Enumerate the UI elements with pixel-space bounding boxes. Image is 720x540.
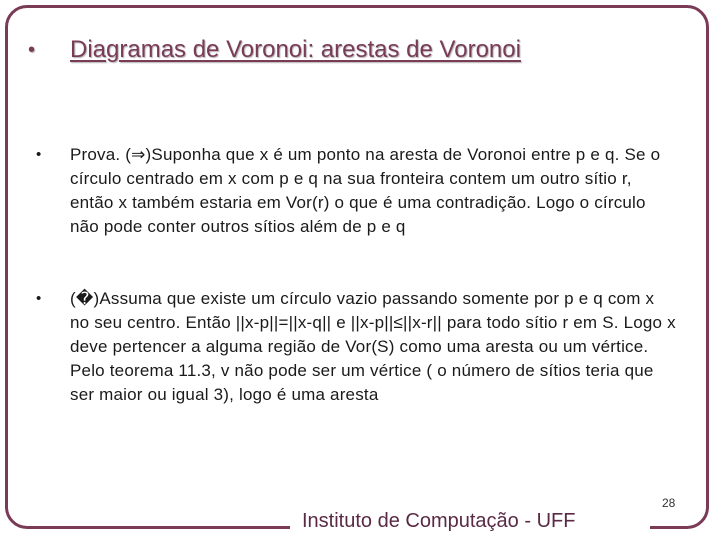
bullet-proof-forward <box>36 143 676 239</box>
slide-title <box>28 36 548 64</box>
page-number: 28 <box>662 496 676 510</box>
title-text: Diagramas de Voronoi: arestas de Voronoi <box>70 36 521 63</box>
bullet-text: Prova. (⇒)Suponha que x é um ponto na aresta de Voronoi entre p e q. Se o círculo centrado em x com p e q na sua fronteira contem um outro sítio r, então x também estaria em Vor(r) o que é uma contradição. Logo o círculo não pode conter outros sítios além de p e q <box>70 145 661 236</box>
footer-institution: Instituto de Computação - UFF <box>302 510 576 532</box>
bullet-proof-backward <box>36 287 676 407</box>
title-bullet: • <box>28 39 36 61</box>
bullet-text: (�)Assuma que existe um círculo vazio passando somente por p e q com x no seu centro. Então ||x-p||=||x-q|| e ||x-p||≤||x-r|| para todo sítio r em S. Logo x deve pertencer a alguma região de Vor(S) como uma aresta ou um vértice. Pelo teorema 11.3, v não pode ser um vértice ( o número de sítios teria que ser maior ou igual 3), logo é uma aresta <box>70 289 676 404</box>
bullet-marker: • <box>36 146 42 163</box>
bullet-marker: • <box>36 290 42 307</box>
slide-frame <box>5 5 709 529</box>
